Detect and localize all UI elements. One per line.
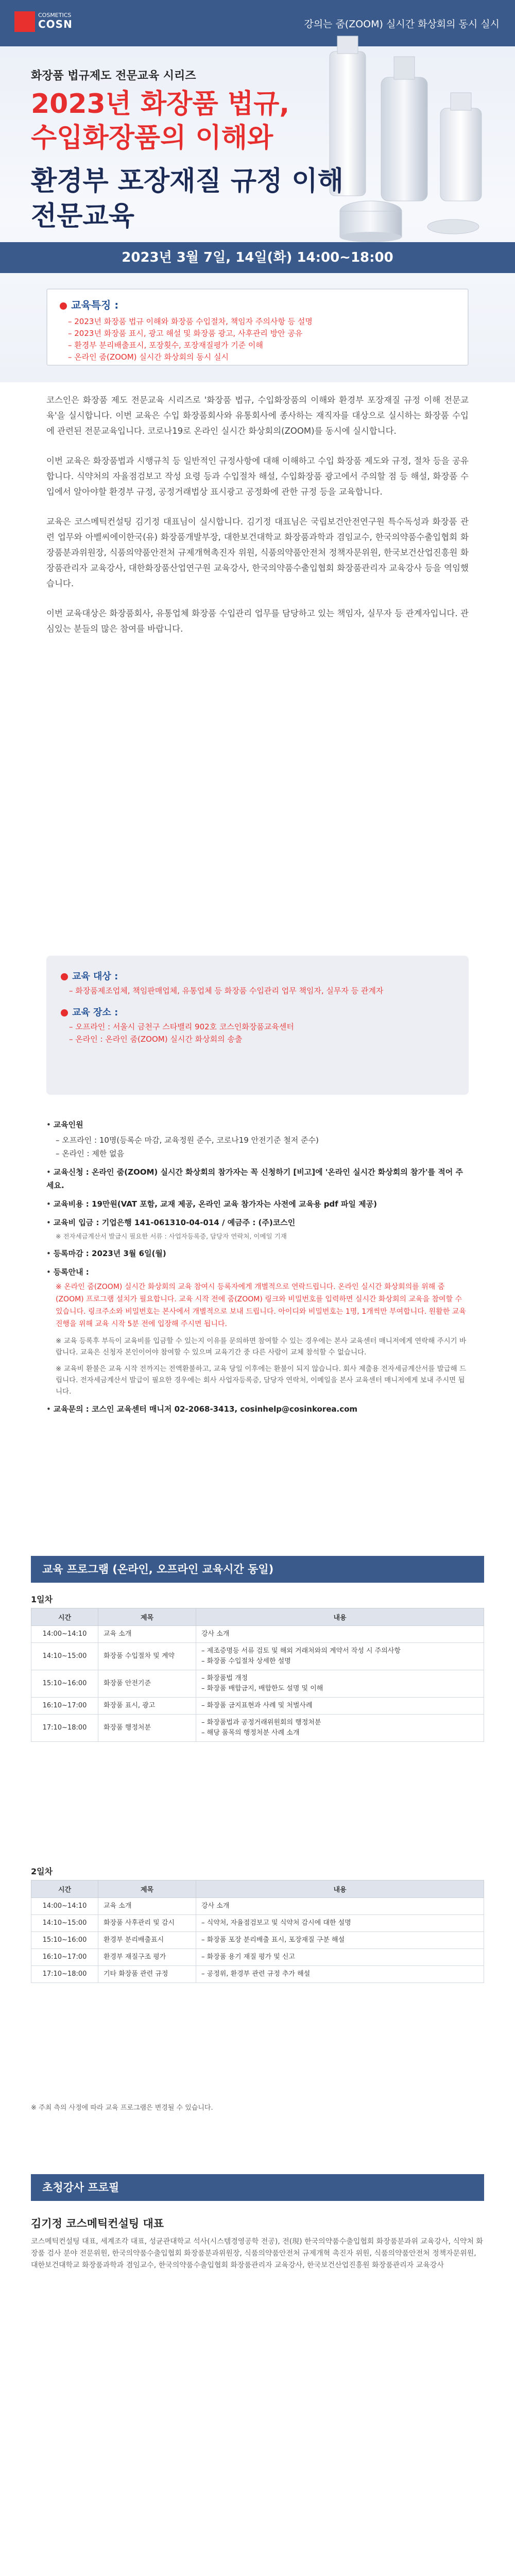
inquiry-info: • 교육문의 : 코스인 교육센터 매니저 02-2068-3413, cosinhelp@cosinkorea.com xyxy=(46,1404,358,1414)
schedule-day1 xyxy=(31,1593,484,1742)
lecturer-name: 김기정 코스메틱컨설팅 대표 xyxy=(31,2217,164,2230)
feature-item: – 2023년 화장품 표시, 광고 해설 및 화장품 광고, 사후관리 방안 공유 xyxy=(68,329,303,338)
target-place-box xyxy=(46,956,469,1095)
table-row xyxy=(31,1949,484,1966)
column-header: 내용 xyxy=(196,1608,484,1626)
cosin-logo: COSMETICS COSN xyxy=(14,11,75,32)
schedule-section-title: 교육 프로그램 (온라인, 오프라인 교육시간 동일) xyxy=(31,1556,484,1583)
schedule-note: ※ 주최 측의 사정에 따라 교육 프로그램은 변경될 수 있습니다. xyxy=(31,2104,213,2112)
session-subject: 교육 소개 xyxy=(98,1626,196,1643)
feature-item: – 환경부 분리배출표시, 포장횟수, 포장재질평가 기준 이해 xyxy=(68,341,263,350)
table-row xyxy=(31,1898,484,1915)
table-row xyxy=(31,1643,484,1670)
session-subject: 화장품 행정처분 xyxy=(98,1715,196,1742)
capacity-offline: – 오프라인 : 10명(등록순 마감, 교육정원 준수, 코로나19 안전기준 철저 준수) xyxy=(56,1136,319,1145)
session-content: – 화장품 금지표현과 사례 및 처벌사례 xyxy=(196,1698,484,1715)
session-content: – 제조증명등 서류 검토 및 해외 거래처와의 계약서 작성 시 주의사항 – 화장품 수입절차 상세한 설명 xyxy=(196,1643,484,1670)
session-time: 15:10~16:00 xyxy=(31,1670,98,1698)
session-content: 강사 소개 xyxy=(196,1626,484,1643)
session-time: 14:10~15:00 xyxy=(31,1643,98,1670)
column-header: 제목 xyxy=(98,1880,196,1898)
session-time: 17:10~18:00 xyxy=(31,1966,98,1983)
table-row xyxy=(31,1626,484,1643)
table-row xyxy=(31,1670,484,1698)
cosmetic-bottles-illustration xyxy=(309,31,494,247)
session-time: 15:10~16:00 xyxy=(31,1932,98,1949)
table-row xyxy=(31,1932,484,1949)
column-header: 내용 xyxy=(196,1880,484,1898)
features-title: 교육특징 : xyxy=(60,297,455,312)
notes-label: • 등록안내 : xyxy=(46,1267,89,1277)
table-row xyxy=(31,1915,484,1932)
session-subject: 화장품 표시, 광고 xyxy=(98,1698,196,1715)
session-subject: 환경부 분리배출표시 xyxy=(98,1932,196,1949)
date-bar: 2023년 3월 7일, 14일(화) 14:00~18:00 xyxy=(0,242,515,273)
schedule-table-day1 xyxy=(31,1608,484,1742)
place-offline: – 오프라인 : 서울시 금천구 스타밸리 902호 코스인화장품교육센터 xyxy=(69,1022,294,1031)
session-content: 강사 소개 xyxy=(196,1898,484,1915)
lecturer-profile xyxy=(31,2215,484,2272)
column-header: 시간 xyxy=(31,1880,98,1898)
hero-title-line2: 수입화장품의 이해와 xyxy=(31,123,273,154)
session-subject: 화장품 사후관리 및 감시 xyxy=(98,1915,196,1932)
features-box xyxy=(46,289,469,366)
session-content: – 식약처, 자율점검보고 및 식약처 감시에 대한 설명 xyxy=(196,1915,484,1932)
capacity-label: • 교육인원 xyxy=(46,1120,83,1129)
session-time: 14:10~15:00 xyxy=(31,1915,98,1932)
account-info: • 교육비 입금 : 기업은행 141-061310-04-014 / 예금주 : (주)코스인 xyxy=(46,1218,296,1227)
account-note: ※ 전자세금계산서 발급시 필요한 서류 : 사업자등록증, 담당자 연락처, 이메일 기재 xyxy=(56,1232,287,1240)
intro-text xyxy=(46,393,469,651)
session-time: 17:10~18:00 xyxy=(31,1715,98,1742)
intro-paragraph: 교육은 코스메틱컨설팅 김기정 대표님이 실시합니다. 김기정 대표님은 국립보건안전연구원 특수독성과 화장품 관련 업무와 아벨씨에이한국(유) 화장품개발부장, 대한보건대학교 화장품과학과 겸임교수, 한국의약품수출입협회 화장품분과위원장, 식품의약품안전처 규제개혁촉진자 위원, 식품의약품안전처 정책자문위원, 한국보건산업진흥원 화장품관리자 교육강사, 대한화장품산업연구원 교육강사, 한국의약품수출입협회 화장품관리자 교육강사 등을 역임했습니다. xyxy=(46,517,469,588)
deadline-info: • 등록마감 : 2023년 3월 6일(월) xyxy=(46,1249,166,1258)
intro-paragraph: 이번 교육대상은 화장품회사, 유통업체 화장품 수입관리 업무를 담당하고 있는 책임자, 실무자 등 관계자입니다. 관심있는 분들의 많은 참여를 바랍니다. xyxy=(46,608,469,634)
column-header: 시간 xyxy=(31,1608,98,1626)
session-content: – 화장품법 개정 – 화장품 배합금지, 배합한도 설명 및 이해 xyxy=(196,1670,484,1698)
table-row xyxy=(31,1966,484,1983)
registration-details xyxy=(46,1118,469,1418)
hero-title-line1: 2023년 화장품 법규, xyxy=(31,89,290,120)
schedule-day2 xyxy=(31,1865,484,1983)
features-list xyxy=(60,316,455,363)
session-subject: 화장품 수입절차 및 계약 xyxy=(98,1643,196,1670)
table-row xyxy=(31,1698,484,1715)
session-content: – 공정위, 환경부 관련 규정 추가 해설 xyxy=(196,1966,484,1983)
target-title: 교육 대상 : xyxy=(61,969,454,982)
series-label: 화장품 법규제도 전문교육 시리즈 xyxy=(31,70,196,82)
session-subject: 화장품 안전기준 xyxy=(98,1670,196,1698)
session-subject: 환경부 재질구조 평가 xyxy=(98,1949,196,1966)
top-note: 강의는 줌(ZOOM) 실시간 화상회의 동시 실시 xyxy=(304,19,500,30)
session-time: 14:00~14:10 xyxy=(31,1898,98,1915)
notes-attendance: ※ 교육 등록후 부득이 교육비를 입금할 수 있는지 이유를 문의하면 참여할 수 있는 경우에는 본사 교육센터 매니저에게 연락해 주시기 바랍니다. 교육은 신청자 본인이어야 참여할 수 있으며 교육기간 중 다른 사람이 교체 참석할 수 없습니다. xyxy=(56,1337,467,1357)
capacity-online: – 온라인 : 제한 없음 xyxy=(56,1149,125,1158)
session-time: 14:00~14:10 xyxy=(31,1626,98,1643)
place-online: – 온라인 : 온라인 줌(ZOOM) 실시간 화상회의 송출 xyxy=(69,1035,243,1044)
intro-paragraph: 코스인은 화장품 제도 전문교육 시리즈로 '화장품 법규, 수입화장품의 이해와 환경부 포장재질 규정 이해 전문교육'을 실시합니다. 이번 교육은 수입 화장품회사와 유통회사에 종사하는 재직자를 대상으로 실시하는 화장품 수입에 관련된 전문교육입니다. 코로나19로 온라인 실시간 화상회의(ZOOM)를 동시에 실시합니다. xyxy=(46,395,469,436)
session-content: – 화장품 용기 재질 평가 및 신고 xyxy=(196,1949,484,1966)
lecturer-bio: 코스메틱컨설팅 대표, 세계조각 대표, 성균관대학교 석사(시스템경영공학 전공), 전(現) 한국의약품수출입협회 화장품분과위 교육강사, 식약처 화장품 검사 분야 전문위원, 한국의약품수출입협회 화장품분과위원장, 식품의약품안전처 규제개혁 촉진자 위원, 식품의약품안전처 정책자문위원, 대한보건대학교 화장품과학과 겸임교수, 한국의약품수출입협회 화장품관리자 교육강사, 한국보건산업진흥원 화장품관리자 교육강사 xyxy=(31,2238,483,2269)
session-time: 16:10~17:00 xyxy=(31,1698,98,1715)
feature-item: – 온라인 줌(ZOOM) 실시간 화상회의 동시 실시 xyxy=(68,352,229,362)
feature-item: – 2023년 화장품 법규 이해와 화장품 수입절차, 책임자 주의사항 등 설명 xyxy=(68,317,313,326)
hero-title-line3: 환경부 포장재질 규정 이해 xyxy=(31,166,344,197)
day1-label: 1일차 xyxy=(31,1595,53,1604)
notes-zoom: ※ 온라인 줌(ZOOM) 실시간 화상회의 교육 참여시 등록자에게 개별적으로 연락드립니다. 온라인 실시간 화상회의를 위해 줌(ZOOM) 프로그램 설치가 필요합니다. 교육 시작 전에 줌(ZOOM) 링크와 비밀번호를 입력하면 실시간 화상회의 교육을 참여할 수 있습니다. 링크주소와 비밀번호는 본사에서 개별적으로 보내 드립니다. 아이디와 비밀번호는 1명, 1개씩만 부여합니다. 원활한 교육 진행을 위해 교육 시작 5분 전에 입장해 주시면 됩니다. xyxy=(56,1283,466,1328)
target-text: – 화장품제조업체, 책임판매업체, 유통업체 등 화장품 수입관리 업무 책임자, 실무자 등 관계자 xyxy=(69,986,384,995)
day2-label: 2일차 xyxy=(31,1867,53,1876)
place-title: 교육 장소 : xyxy=(61,1005,454,1019)
notes-refund: ※ 교육비 환불은 교육 시작 전까지는 전액환불하고, 교육 당일 이후에는 환불이 되지 않습니다. 회사 제출용 전자세금계산서를 발급해 드립니다. 전자세금계산서 발급이 필요한 경우에는 회사 사업자등록증, 담당자 연락처, 이메일을 본사 교육센터 매니저에게 보내 주시면 됩니다. xyxy=(56,1365,467,1396)
session-content: – 화장품법과 공정거래위원회의 행정처분 – 해당 품목의 행정처분 사례 소개 xyxy=(196,1715,484,1742)
column-header: 제목 xyxy=(98,1608,196,1626)
table-row xyxy=(31,1715,484,1742)
hero-title-line4: 전문교육 xyxy=(31,201,134,232)
session-subject: 기타 화장품 관련 규정 xyxy=(98,1966,196,1983)
application-info: • 교육신청 : 온라인 줌(ZOOM) 실시간 화상회의 참가자는 꼭 신청하기 [비고]에 '온라인 실시간 화상회의 참가'를 적어 주세요. xyxy=(46,1167,463,1190)
session-subject: 교육 소개 xyxy=(98,1898,196,1915)
bullet-icon xyxy=(60,302,67,310)
bullet-icon xyxy=(61,1009,68,1016)
session-content: – 화장품 포장 분리배출 표시, 포장재질 구분 해설 xyxy=(196,1932,484,1949)
intro-paragraph: 이번 교육은 화장품법과 시행규칙 등 일반적인 규정사항에 대해 이해하고 수입 화장품 제도와 규정, 절차 등을 공유합니다. 식약처의 자율점검보고 작성 요령 등과 수입절차 해설, 수입화장품 광고에서 주의할 점 등 해설, 화장품 수입에서 알아야할 환경부 규정, 공정거래법상 표시광고 공정화에 관한 규정 등을 교육합니다. xyxy=(46,456,469,497)
fee-info: • 교육비용 : 19만원(VAT 포함, 교재 제공, 온라인 교육 참가자는 사전에 교육용 pdf 파일 제공) xyxy=(46,1199,377,1209)
lecturer-section-title: 초청강사 프로필 xyxy=(31,2174,484,2201)
schedule-table-day2 xyxy=(31,1880,484,1983)
hero-banner xyxy=(0,0,515,382)
bullet-icon xyxy=(61,973,68,980)
session-time: 16:10~17:00 xyxy=(31,1949,98,1966)
